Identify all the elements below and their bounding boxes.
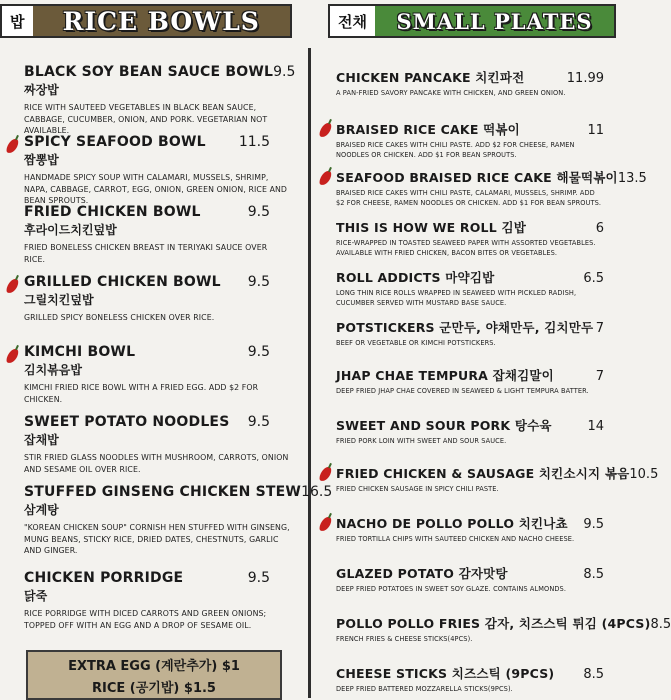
item-price: 16.5: [301, 484, 333, 500]
item-name: SWEET POTATO NOODLES: [24, 414, 230, 430]
small-plates-header: [328, 4, 616, 38]
item-description: RICE-WRAPPED IN TOASTED SEAWEED PAPER WITH ASSORTED VEGETABLES. AVAILABLE WITH FRIED CHICKEN, BACON BITES OR VEGETABLES.: [336, 239, 596, 257]
item-description: RICE WITH SAUTEED VEGETABLES IN BLACK BEAN SAUCE, CABBAGE, CUCUMBER, ONION, AND PORK. VEGETARIAN NOT AVAILABLE.: [24, 103, 268, 135]
extras-box: [26, 650, 282, 700]
item-description: GRILLED SPICY BONELESS CHICKEN OVER RICE.: [24, 313, 215, 322]
item-korean-name: 그릴치킨덮밥: [24, 293, 94, 307]
menu-item-this-is-how-we-roll: [318, 218, 616, 258]
item-name: POTSTICKERS 군만두, 야채만두, 김치만두: [336, 320, 594, 335]
item-name: JHAP CHAE TEMPURA 잡채김말이: [336, 368, 554, 383]
item-description: FRIED TORTILLA CHIPS WITH SAUTEED CHICKEN AND NACHO CHEESE.: [336, 535, 575, 543]
item-korean-name: 짜장밥: [24, 83, 59, 97]
item-price: 11.5: [238, 134, 270, 150]
item-name: CHEESE STICKS 치즈스틱 (9PCS): [336, 666, 555, 681]
item-description: DEEP FRIED JHAP CHAE COVERED IN SEAWEED & LIGHT TEMPURA BATTER.: [336, 387, 589, 395]
item-description: DEEP FRIED BATTERED MOZZARELLA STICKS(9PCS).: [336, 685, 513, 693]
item-name: GRILLED CHICKEN BOWL: [24, 274, 221, 290]
item-description: FRENCH FRIES & CHEESE STICKS(4PCS).: [336, 635, 473, 643]
menu-item-kimchi-bowl: [0, 344, 300, 405]
menu-item-roll-addicts: [318, 268, 616, 308]
rice-bowls-korean-label: 밥: [10, 12, 25, 31]
item-price: 9.5: [247, 570, 270, 586]
item-description: FRIED BONELESS CHICKEN BREAST IN TERIYAKI SAUCE OVER RICE.: [24, 243, 268, 264]
item-name: CHICKEN PORRIDGE: [24, 570, 184, 586]
item-description: BRAISED RICE CAKES WITH CHILI PASTE, CALAMARI, MUSSELS, SHRIMP. ADD $2 FOR CHEESE, RAMEN NOODLES OR CHICKEN. ADD $1 FOR BEAN SPROUTS.: [336, 189, 602, 207]
item-price: 7: [595, 369, 604, 384]
item-description: HANDMADE SPICY SOUP WITH CALAMARI, MUSSELS, SHRIMP, NAPA, CABBAGE, CARROT, EGG, ONION, GREEN ONION, RICE AND BEAN SPROUTS.: [24, 173, 288, 205]
menu-item-black-soy-bean-bowl: [0, 64, 300, 137]
item-name: GLAZED POTATO 감자맛탕: [336, 566, 508, 581]
item-korean-name: 닭죽: [24, 589, 48, 603]
item-price: 9.5: [247, 204, 270, 220]
small-plates-korean-label: 전채: [338, 12, 367, 31]
item-price: 11: [587, 123, 604, 138]
menu-item-fried-chicken-bowl: [0, 204, 300, 265]
item-name: CHICKEN PANCAKE 치킨파전: [336, 70, 525, 85]
menu-item-pollo-pollo-fries: [318, 614, 671, 644]
item-description: STIR FRIED GLASS NOODLES WITH MUSHROOM, CARROTS, ONION AND SESAME OIL OVER RICE.: [24, 453, 289, 474]
menu-item-ginseng-chicken-stew: [0, 484, 333, 557]
rice-bowls-header: [0, 4, 292, 38]
item-price: 14: [587, 419, 604, 434]
extra-rice-label: RICE (공기밥) $1.5: [92, 681, 216, 696]
item-name: BLACK SOY BEAN SAUCE BOWL: [24, 64, 274, 80]
menu-item-nacho-de-pollo-pollo: [318, 514, 616, 544]
item-korean-name: 잡채밥: [24, 433, 59, 447]
rice-bowls-title: RICE BOWLS: [33, 6, 291, 36]
item-price: 11.99: [566, 71, 604, 86]
item-name: ROLL ADDICTS 마약김밥: [336, 270, 495, 285]
column-divider: [308, 48, 311, 698]
item-name: FRIED CHICKEN BOWL: [24, 204, 201, 220]
extra-egg-label: EXTRA EGG (계란추가) $1: [68, 659, 240, 674]
item-description: DEEP FRIED POTATOES IN SWEET SOY GLAZE. CONTAINS ALMONDS.: [336, 585, 567, 593]
item-korean-name: 삼계탕: [24, 503, 59, 517]
item-description: "KOREAN CHICKEN SOUP" CORNISH HEN STUFFED WITH GINSENG, MUNG BEANS, STICKY RICE, DRIED DATES, CHESTNUTS, GARLIC AND GINGER.: [24, 523, 290, 555]
menu-item-seafood-braised-rice-cake: [318, 168, 647, 208]
menu-item-fried-chicken-sausage: [318, 464, 659, 494]
menu-item-glazed-potato: [318, 564, 616, 594]
item-description: FRIED PORK LOIN WITH SWEET AND SOUR SAUCE.: [336, 437, 507, 445]
item-korean-name: 김치볶음밥: [24, 363, 82, 377]
item-name: SEAFOOD BRAISED RICE CAKE 해물떡볶이: [336, 170, 618, 185]
item-name: KIMCHI BOWL: [24, 344, 136, 360]
menu-item-chicken-porridge: [0, 570, 300, 631]
item-korean-name: 짬뽕밥: [24, 153, 59, 167]
item-description: BEEF OR VEGETABLE OR KIMCHI POTSTICKERS.: [336, 339, 496, 347]
item-description: KIMCHI FRIED RICE BOWL WITH A FRIED EGG. ADD $2 FOR CHICKEN.: [24, 383, 259, 404]
menu-item-chicken-pancake: [318, 68, 616, 98]
item-name: NACHO DE POLLO POLLO 치킨나쵸: [336, 516, 568, 531]
item-description: RICE PORRIDGE WITH DICED CARROTS AND GREEN ONIONS; TOPPED OFF WITH AN EGG AND A DROP OF SESAME OIL.: [24, 609, 267, 630]
small-plates-title: SMALL PLATES: [375, 6, 614, 36]
item-price: 6.5: [583, 271, 604, 286]
item-price: 6: [595, 221, 604, 236]
item-korean-name: 후라이드치킨덮밥: [24, 223, 117, 237]
menu-item-grilled-chicken-bowl: [0, 274, 300, 324]
menu-item-braised-rice-cake: [318, 120, 616, 160]
item-price: 8.5: [583, 567, 604, 582]
item-name: STUFFED GINSENG CHICKEN STEW: [24, 484, 302, 500]
item-description: BRAISED RICE CAKES WITH CHILI PASTE. ADD $2 FOR CHEESE, RAMEN NOODLES OR CHICKEN. ADD $1 FOR BEAN SPROUTS.: [336, 141, 575, 159]
item-description: A PAN-FRIED SAVORY PANCAKE WITH CHICKEN, AND GREEN ONION.: [336, 89, 566, 97]
item-name: FRIED CHICKEN & SAUSAGE 치킨소시지 볶음: [336, 466, 630, 481]
menu-item-jhap-chae-tempura: [318, 366, 616, 396]
item-name: SWEET AND SOUR PORK 탕수육: [336, 418, 552, 433]
item-name: BRAISED RICE CAKE 떡볶이: [336, 122, 520, 137]
item-price: 9.5: [247, 344, 270, 360]
item-price: 7: [595, 321, 604, 336]
item-price: 9.5: [583, 517, 604, 532]
item-price: 9.5: [247, 414, 270, 430]
item-name: THIS IS HOW WE ROLL 김밥: [336, 220, 526, 235]
item-price: 10.5: [629, 467, 659, 482]
menu-item-sweet-and-sour-pork: [318, 416, 616, 446]
item-price: 9.5: [273, 64, 296, 80]
item-price: 8.5: [583, 667, 604, 682]
item-description: LONG THIN RICE ROLLS WRAPPED IN SEAWEED WITH PICKLED RADISH, CUCUMBER SERVED WITH MUSTARD BASE SAUCE.: [336, 289, 577, 307]
menu-item-sweet-potato-noodles: [0, 414, 300, 475]
menu-item-spicy-seafood-bowl: [0, 134, 300, 207]
item-name: SPICY SEAFOOD BOWL: [24, 134, 206, 150]
item-price: 8.5: [650, 617, 671, 632]
item-price: 13.5: [617, 171, 647, 186]
menu-item-cheese-sticks: [318, 664, 616, 694]
item-price: 9.5: [247, 274, 270, 290]
menu-item-potstickers: [318, 318, 616, 348]
item-description: FRIED CHICKEN SAUSAGE IN SPICY CHILI PASTE.: [336, 485, 499, 493]
item-name: POLLO POLLO FRIES 감자, 치즈스틱 튀김 (4PCS): [336, 616, 651, 631]
